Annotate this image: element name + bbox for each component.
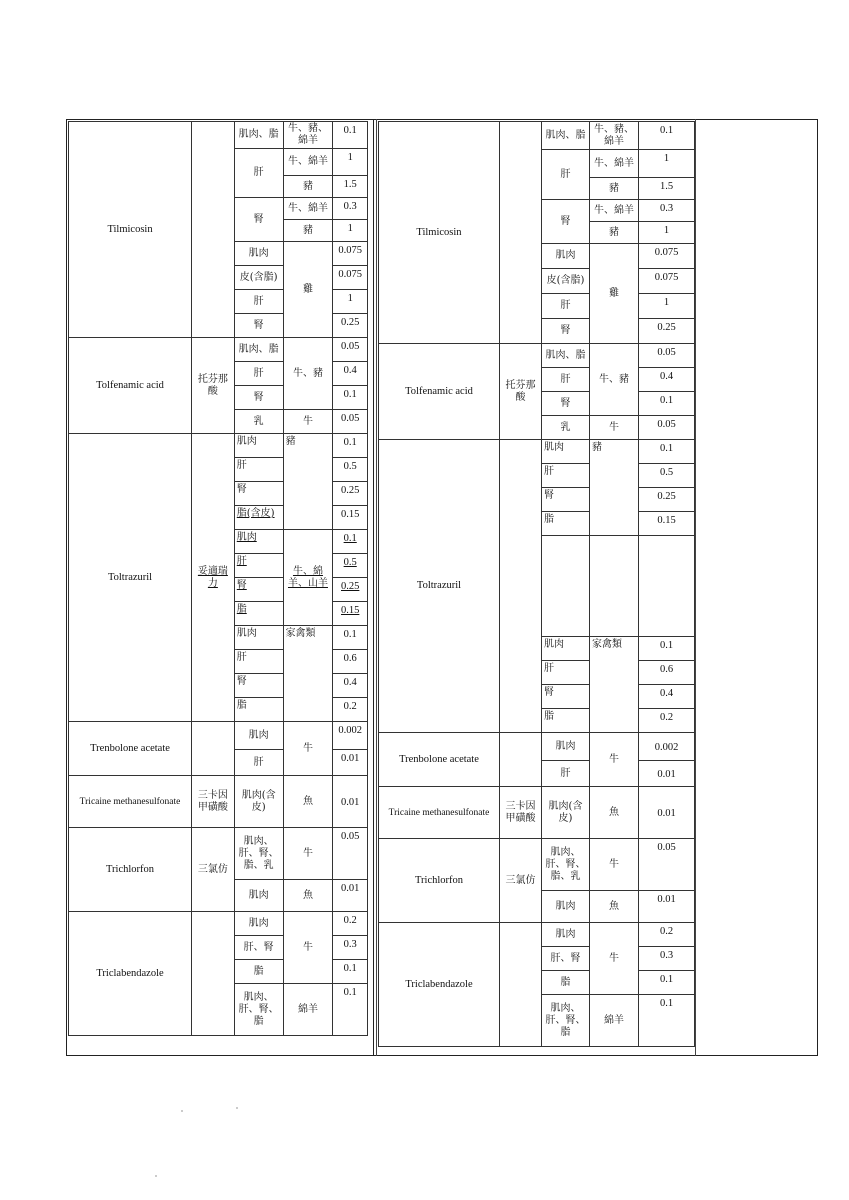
tissue: 肌肉 xyxy=(234,434,283,458)
mrl-value: 0.1 xyxy=(639,440,695,464)
tissue: 腎 xyxy=(542,488,590,512)
mrl-value: 0.1 xyxy=(333,434,368,458)
mrl-value: 0.3 xyxy=(639,947,695,971)
chinese-name: 三卡因甲磺酸 xyxy=(192,776,235,828)
tissue: 乳 xyxy=(234,410,283,434)
mrl-value: 0.1 xyxy=(333,386,368,410)
mrl-value: 0.1 xyxy=(639,995,695,1047)
drug-name: Trichlorfon xyxy=(69,828,192,912)
column-divider-inner xyxy=(376,119,377,1056)
mrl-value: 0.25 xyxy=(333,578,368,602)
table-row xyxy=(379,440,695,464)
blank-cell xyxy=(590,536,639,637)
mrl-value: 0.01 xyxy=(333,750,368,776)
mrl-value: 0.05 xyxy=(639,839,695,891)
drug-name: Trenbolone acetate xyxy=(379,733,500,787)
species: 牛 xyxy=(283,828,333,880)
tissue: 肌肉 xyxy=(542,440,590,464)
scan-speck xyxy=(155,1175,157,1177)
species: 家禽類 xyxy=(590,637,639,733)
mrl-value: 0.01 xyxy=(333,776,368,828)
tissue: 肌肉 xyxy=(542,923,590,947)
tissue: 腎 xyxy=(234,674,283,698)
tissue: 腎 xyxy=(542,392,590,416)
tissue: 腎 xyxy=(542,200,590,244)
tissue: 腎 xyxy=(234,482,283,506)
mrl-value: 0.075 xyxy=(333,266,368,290)
drug-name: Triclabendazole xyxy=(69,912,192,1036)
chinese-name xyxy=(500,440,542,733)
table-row xyxy=(69,122,368,149)
chinese-name xyxy=(500,733,542,787)
species: 豬 xyxy=(590,222,639,244)
tissue: 腎 xyxy=(234,198,283,242)
tissue: 肝 xyxy=(234,750,283,776)
tissue: 肝 xyxy=(234,362,283,386)
table-row xyxy=(379,839,695,891)
mrl-value: 0.05 xyxy=(333,338,368,362)
tissue: 脂 xyxy=(234,602,283,626)
drug-name: Tricaine methanesulfonate xyxy=(69,776,192,828)
scan-speck xyxy=(236,1107,238,1109)
mrl-value: 1 xyxy=(333,220,368,242)
species: 牛、豬 xyxy=(283,338,333,410)
species: 牛、豬、綿羊 xyxy=(283,122,333,149)
tissue: 肌肉 xyxy=(542,244,590,269)
mrl-value: 1 xyxy=(333,290,368,314)
tissue: 腎 xyxy=(234,578,283,602)
tissue: 肝 xyxy=(542,661,590,685)
chinese-name: 托芬那酸 xyxy=(192,338,235,434)
drug-name: Tilmicosin xyxy=(379,122,500,344)
chinese-name xyxy=(192,912,235,1036)
species: 綿羊 xyxy=(283,984,333,1036)
left-residue-table xyxy=(68,121,368,1036)
species: 家禽類 xyxy=(283,626,333,722)
species: 雞 xyxy=(283,242,333,338)
table-row xyxy=(69,434,368,458)
species: 魚 xyxy=(283,776,333,828)
mrl-value: 0.05 xyxy=(639,344,695,368)
chinese-name: 托芬那酸 xyxy=(500,344,542,440)
species: 牛、綿羊 xyxy=(590,200,639,222)
mrl-value: 0.1 xyxy=(333,626,368,650)
species: 牛 xyxy=(590,416,639,440)
species: 豬 xyxy=(283,176,333,198)
tissue: 肌肉、肝、腎、脂、乳 xyxy=(234,828,283,880)
remarks-column-border xyxy=(695,119,696,1056)
mrl-value: 1 xyxy=(639,294,695,319)
drug-name: Tilmicosin xyxy=(69,122,192,338)
tissue: 脂 xyxy=(234,698,283,722)
species: 牛 xyxy=(283,410,333,434)
tissue: 肝 xyxy=(234,290,283,314)
drug-name: Triclabendazole xyxy=(379,923,500,1047)
table-row xyxy=(379,122,695,150)
mrl-value: 0.25 xyxy=(639,319,695,344)
tissue: 腎 xyxy=(234,386,283,410)
mrl-value: 0.075 xyxy=(639,269,695,294)
table-row xyxy=(69,828,368,880)
tissue: 皮(含脂) xyxy=(234,266,283,290)
species: 牛、綿羊 xyxy=(283,198,333,220)
chinese-name xyxy=(192,722,235,776)
tissue: 腎 xyxy=(234,314,283,338)
tissue: 皮(含脂) xyxy=(542,269,590,294)
mrl-value: 0.3 xyxy=(639,200,695,222)
tissue: 乳 xyxy=(542,416,590,440)
tissue: 肌肉 xyxy=(234,626,283,650)
mrl-value: 0.6 xyxy=(333,650,368,674)
mrl-value: 0.3 xyxy=(333,198,368,220)
chinese-name: 三氯仿 xyxy=(500,839,542,923)
tissue: 腎 xyxy=(542,685,590,709)
mrl-value: 0.5 xyxy=(639,464,695,488)
mrl-value: 1.5 xyxy=(333,176,368,198)
table-row xyxy=(379,923,695,947)
mrl-value: 0.2 xyxy=(639,709,695,733)
species: 牛、綿羊 xyxy=(590,150,639,178)
chinese-name xyxy=(192,122,235,338)
chinese-name: 三卡因甲磺酸 xyxy=(500,787,542,839)
tissue: 肌肉、肝、腎、脂 xyxy=(542,995,590,1047)
species: 牛、豬 xyxy=(590,344,639,416)
blank-cell xyxy=(639,536,695,637)
mrl-value: 0.01 xyxy=(639,787,695,839)
chinese-name xyxy=(500,122,542,344)
scan-speck xyxy=(181,1110,183,1112)
species: 牛、豬、綿羊 xyxy=(590,122,639,150)
tissue: 肝 xyxy=(234,650,283,674)
tissue: 肌肉 xyxy=(234,722,283,750)
table-row xyxy=(379,733,695,761)
tissue: 肌肉(含皮) xyxy=(234,776,283,828)
tissue: 肌肉、脂 xyxy=(234,122,283,149)
mrl-value: 0.4 xyxy=(639,368,695,392)
tissue: 肝 xyxy=(542,368,590,392)
species: 牛 xyxy=(590,923,639,995)
mrl-value: 0.1 xyxy=(333,530,368,554)
tissue: 脂 xyxy=(542,709,590,733)
tissue: 肌肉(含皮) xyxy=(542,787,590,839)
mrl-value: 0.25 xyxy=(639,488,695,512)
drug-name: Toltrazuril xyxy=(379,440,500,733)
mrl-value: 0.01 xyxy=(639,761,695,787)
mrl-value: 0.05 xyxy=(333,410,368,434)
tissue: 肝、腎 xyxy=(234,936,283,960)
mrl-value: 0.15 xyxy=(333,602,368,626)
tissue: 肌肉 xyxy=(234,880,283,912)
chinese-name: 三氯仿 xyxy=(192,828,235,912)
tissue: 肌肉、肝、腎、脂、乳 xyxy=(542,839,590,891)
species: 牛 xyxy=(283,912,333,984)
species: 豬 xyxy=(283,434,333,530)
table-row xyxy=(379,344,695,368)
tissue: 肌肉、脂 xyxy=(542,344,590,368)
table-row xyxy=(69,776,368,828)
mrl-value: 0.2 xyxy=(333,912,368,936)
tissue: 肌肉 xyxy=(542,637,590,661)
mrl-value: 0.4 xyxy=(333,362,368,386)
mrl-value: 0.002 xyxy=(333,722,368,750)
species: 豬 xyxy=(590,178,639,200)
tissue: 肌肉、肝、腎、脂 xyxy=(234,984,283,1036)
tissue: 脂 xyxy=(234,960,283,984)
species: 綿羊 xyxy=(590,995,639,1047)
species: 豬 xyxy=(283,220,333,242)
mrl-value: 0.01 xyxy=(333,880,368,912)
drug-name: Tricaine methanesulfonate xyxy=(379,787,500,839)
tissue: 肌肉 xyxy=(234,912,283,936)
right-residue-table xyxy=(378,121,695,1047)
species: 魚 xyxy=(590,787,639,839)
tissue: 肝 xyxy=(234,149,283,198)
mrl-value: 0.2 xyxy=(639,923,695,947)
species: 牛 xyxy=(590,733,639,787)
table-row xyxy=(69,338,368,362)
mrl-value: 1 xyxy=(639,222,695,244)
mrl-value: 0.1 xyxy=(639,637,695,661)
table-row xyxy=(69,912,368,936)
species: 雞 xyxy=(590,244,639,344)
mrl-value: 0.01 xyxy=(639,891,695,923)
tissue: 肌肉 xyxy=(542,891,590,923)
species: 牛 xyxy=(283,722,333,776)
mrl-value: 0.4 xyxy=(639,685,695,709)
mrl-value: 0.1 xyxy=(333,984,368,1036)
mrl-value: 0.6 xyxy=(639,661,695,685)
drug-name: Tolfenamic acid xyxy=(379,344,500,440)
mrl-value: 1 xyxy=(639,150,695,178)
mrl-value: 0.15 xyxy=(333,506,368,530)
mrl-value: 0.05 xyxy=(333,828,368,880)
tissue: 脂(含皮) xyxy=(234,506,283,530)
drug-name: Toltrazuril xyxy=(69,434,192,722)
mrl-value: 0.1 xyxy=(639,122,695,150)
mrl-value: 1.5 xyxy=(639,178,695,200)
species: 牛、綿羊 xyxy=(283,149,333,176)
mrl-value: 0.1 xyxy=(639,392,695,416)
tissue: 腎 xyxy=(542,319,590,344)
mrl-value: 0.1 xyxy=(639,971,695,995)
tissue: 脂 xyxy=(542,971,590,995)
column-divider xyxy=(373,119,374,1056)
drug-name: Trenbolone acetate xyxy=(69,722,192,776)
mrl-value: 0.05 xyxy=(639,416,695,440)
tissue: 肝、腎 xyxy=(542,947,590,971)
mrl-value: 0.4 xyxy=(333,674,368,698)
mrl-value: 0.25 xyxy=(333,482,368,506)
mrl-value: 0.5 xyxy=(333,458,368,482)
tissue: 肝 xyxy=(234,458,283,482)
species: 魚 xyxy=(590,891,639,923)
mrl-value: 0.002 xyxy=(639,733,695,761)
mrl-value: 0.075 xyxy=(333,242,368,266)
mrl-value: 0.1 xyxy=(333,122,368,149)
drug-name: Trichlorfon xyxy=(379,839,500,923)
species: 魚 xyxy=(283,880,333,912)
mrl-value: 0.5 xyxy=(333,554,368,578)
tissue: 肌肉 xyxy=(234,242,283,266)
blank-cell xyxy=(542,536,590,637)
tissue: 肌肉 xyxy=(542,733,590,761)
tissue: 肌肉、脂 xyxy=(234,338,283,362)
tissue: 肌肉 xyxy=(234,530,283,554)
mrl-value: 0.075 xyxy=(639,244,695,269)
mrl-value: 0.1 xyxy=(333,960,368,984)
chinese-name xyxy=(500,923,542,1047)
tissue: 肝 xyxy=(542,464,590,488)
tissue: 肝 xyxy=(542,294,590,319)
mrl-value: 0.3 xyxy=(333,936,368,960)
table-row xyxy=(379,787,695,839)
table-row xyxy=(69,722,368,750)
tissue: 肌肉、脂 xyxy=(542,122,590,150)
chinese-name: 妥適瑞力 xyxy=(192,434,235,722)
mrl-value: 0.2 xyxy=(333,698,368,722)
tissue: 肝 xyxy=(542,761,590,787)
tissue: 肝 xyxy=(542,150,590,200)
species: 牛、綿羊、山羊 xyxy=(283,530,333,626)
species: 豬 xyxy=(590,440,639,536)
tissue: 肝 xyxy=(234,554,283,578)
tissue: 脂 xyxy=(542,512,590,536)
mrl-value: 0.25 xyxy=(333,314,368,338)
mrl-value: 0.15 xyxy=(639,512,695,536)
drug-name: Tolfenamic acid xyxy=(69,338,192,434)
mrl-value: 1 xyxy=(333,149,368,176)
species: 牛 xyxy=(590,839,639,891)
